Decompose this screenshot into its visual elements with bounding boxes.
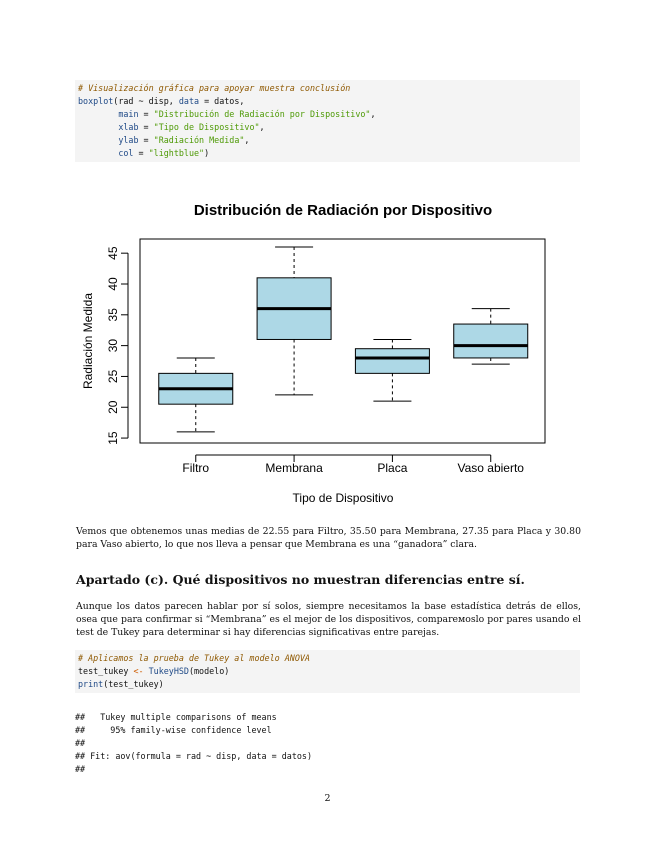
code-function: TukeyHSD [148, 666, 189, 676]
code-block-tukey [75, 650, 580, 693]
iqr-box [355, 349, 429, 374]
x-tick-label: Placa [377, 461, 408, 475]
y-tick-label: 40 [106, 277, 120, 291]
y-tick-label: 20 [106, 400, 120, 414]
page-number: 2 [324, 793, 331, 804]
y-tick-label: 30 [106, 338, 120, 353]
output-line: ## [75, 738, 86, 748]
code-function: print [78, 679, 104, 689]
output-line: ## 95% family-wise confidence level [75, 725, 272, 735]
code-function: boxplot [78, 96, 114, 106]
output-line: ## [75, 764, 86, 774]
code-string: "Distribución de Radiación por Dispositivo" [153, 109, 371, 119]
boxplot-chart [0, 185, 655, 515]
box-placa [355, 339, 429, 401]
box-filtro [159, 358, 233, 432]
box-membrana [257, 247, 331, 395]
box-vaso-abierto [454, 309, 528, 364]
code-comment: # Visualización gráfica para apoyar muestra conclusión [78, 83, 351, 93]
y-tick-label: 35 [106, 308, 120, 322]
code-string: "lightblue" [148, 148, 205, 158]
x-tick-label: Membrana [265, 461, 323, 475]
x-axis-label: Tipo de Dispositivo [292, 491, 394, 505]
x-tick-label: Vaso abierto [457, 461, 524, 475]
code-keyword: main [118, 109, 139, 119]
output-line: ## Fit: aov(formula = rad ~ disp, data = datos) [75, 751, 312, 761]
output-line: ## Tukey multiple comparisons of means [75, 712, 277, 722]
code-comment: # Aplicamos la prueba de Tukey al modelo ANOVA [78, 653, 310, 663]
x-tick-label: Filtro [182, 461, 210, 475]
code-string: "Radiación Medida" [153, 135, 245, 145]
code-text: = datos, [199, 96, 245, 106]
code-operator: <- [133, 666, 144, 676]
y-tick-label: 45 [106, 246, 120, 260]
code-keyword: xlab [118, 122, 139, 132]
code-block-boxplot: # Visualización gráfica para apoyar muestra conclusión boxplot(rad ~ disp, data = datos, main = "Distribución de Radiación por Dispositivo", xlab = "Tipo de Dispositivo", ylab = "Radiación Medida", col = "lightblue") [75, 80, 580, 162]
iqr-box [454, 324, 528, 358]
code-text: (rad ~ disp, [113, 96, 179, 106]
console-output [75, 711, 312, 776]
section-heading: Apartado (c). Qué dispositivos no muestran diferencias entre sí. [76, 572, 525, 587]
y-tick-label: 15 [106, 431, 120, 445]
code-text: (modelo) [188, 666, 230, 676]
paragraph-tukey: Aunque los datos parecen hablar por sí solos, siempre necesitamos la base estadística detrás de ellos, osea que para confirmar si “Membrana” es el mejor de los dispositivos, compareмoslo por pares usando el test de Tukey para determinar si hay diferencias significativas entre parejas. [76, 601, 581, 638]
code-string: "Tipo de Dispositivo" [153, 122, 260, 132]
code-keyword: col [118, 148, 134, 158]
y-axis-label: Radiación Medida [81, 292, 95, 390]
chart-title: Distribución de Radiación por Dispositivo [193, 202, 493, 219]
code-keyword: data [178, 96, 200, 106]
y-tick-label: 25 [106, 369, 120, 384]
paragraph-means: Vemos que obtenemos unas medias de 22.55 para Filtro, 35.50 para Membrana, 27.35 para Placa y 30.80 para Vaso abierto, lo que nos lleva a pensar que Membrana es una “ganadora” clara. [76, 526, 581, 550]
code-variable: test_tukey [78, 666, 134, 676]
code-text: (test_tukey) [103, 679, 164, 689]
code-keyword: ylab [118, 135, 139, 145]
